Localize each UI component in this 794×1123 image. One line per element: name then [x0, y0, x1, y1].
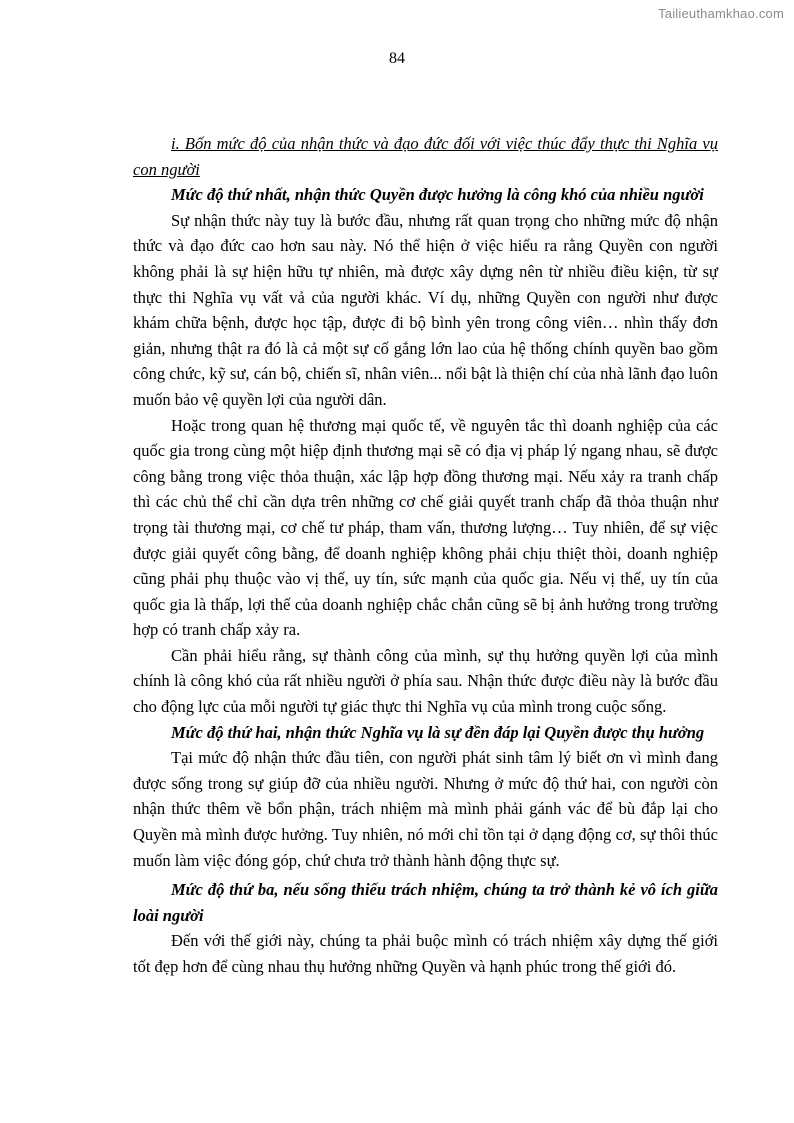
level3-heading: Mức độ thứ ba, nếu sống thiếu trách nhiệm, chúng ta trở thành kẻ vô ích giữa loài người	[133, 880, 718, 925]
level1-paragraph-2: Hoặc trong quan hệ thương mại quốc tế, về nguyên tắc thì doanh nghiệp của các quốc gia trong cùng một hiệp định thương mại sẽ có địa vị pháp lý ngang nhau, sẽ được công bằng trong việc thỏa thuận, xác lập hợp đồng thương mại. Nếu xảy ra tranh chấp thì các chủ thể chỉ cần dựa trên những cơ chế giải quyết tranh chấp đã thỏa thuận như trọng tài thương mại, cơ chế tư pháp, tham vấn, thương lượng… Tuy nhiên, để sự việc được giải quyết công bằng, để doanh nghiệp không phải chịu thiệt thòi, doanh nghiệp cũng phải phụ thuộc vào vị thế, uy tín, sức mạnh của quốc gia. Nếu vị thế, uy tín của quốc gia là thấp, lợi thế của doanh nghiệp chắc chắn cũng sẽ bị ảnh hưởng trong trường hợp có tranh chấp xảy ra.	[133, 415, 718, 640]
level1-paragraph-1: Sự nhận thức này tuy là bước đầu, nhưng rất quan trọng cho những mức độ nhận thức và đạo đức cao hơn sau này. Nó thể hiện ở việc hiểu ra rằng Quyền con người không phải là sự hiện hữu tự nhiên, mà được xây dựng nên từ nhiều điều kiện, từ sự thực thi Nghĩa vụ vất vả của người khác. Ví dụ, những Quyền con người như được khám chữa bệnh, được học tập, được đi bộ bình yên trong công viên… nhìn thấy đơn giản, nhưng thật ra đó là cả một sự cố gắng lớn lao của hệ thống chính quyền bao gồm công chức, kỹ sư, cán bộ, chiến sĩ, nhân viên... nổi bật là thiện chí của nhà lãnh đạo luôn muốn bảo vệ quyền lợi của người dân.	[133, 210, 718, 409]
level3-paragraph-1: Đến với thế giới này, chúng ta phải buộc mình có trách nhiệm xây dựng thế giới tốt đẹp hơn để cùng nhau thụ hưởng những Quyền và hạnh phúc trong thế giới đó.	[133, 931, 718, 976]
section-title: i. Bốn mức độ của nhận thức và đạo đức đối với việc thúc đẩy thực thi Nghĩa vụ con người	[133, 134, 718, 179]
level1-paragraph-3: Cần phải hiểu rằng, sự thành công của mình, sự thụ hưởng quyền lợi của mình chính là công khó của rất nhiều người ở phía sau. Nhận thức được điều này là bước đầu cho động lực của mỗi người tự giác thực thi Nghĩa vụ của mình trong cuộc sống.	[133, 645, 718, 717]
level2-paragraph-1: Tại mức độ nhận thức đầu tiên, con người phát sinh tâm lý biết ơn vì mình đang được sống trong sự giúp đỡ của nhiều người. Nhưng ở mức độ thứ hai, con người còn nhận thức thêm về bổn phận, trách nhiệm mà mình phải gánh vác để bù đắp lại cho Quyền mà mình được hưởng. Tuy nhiên, nó mới chỉ tồn tại ở dạng động cơ, sự thôi thúc muốn làm việc đóng góp, chứ chưa trở thành hành động thực sự.	[133, 748, 718, 870]
level1-heading: Mức độ thứ nhất, nhận thức Quyền được hưởng là công khó của nhiều người	[171, 185, 704, 205]
page-number: 84	[389, 50, 405, 67]
level2-heading: Mức độ thứ hai, nhận thức Nghĩa vụ là sự đền đáp lại Quyền được thụ hưởng	[171, 722, 705, 742]
page-body	[133, 131, 718, 980]
watermark: Tailieuthamkhao.com	[658, 6, 784, 21]
